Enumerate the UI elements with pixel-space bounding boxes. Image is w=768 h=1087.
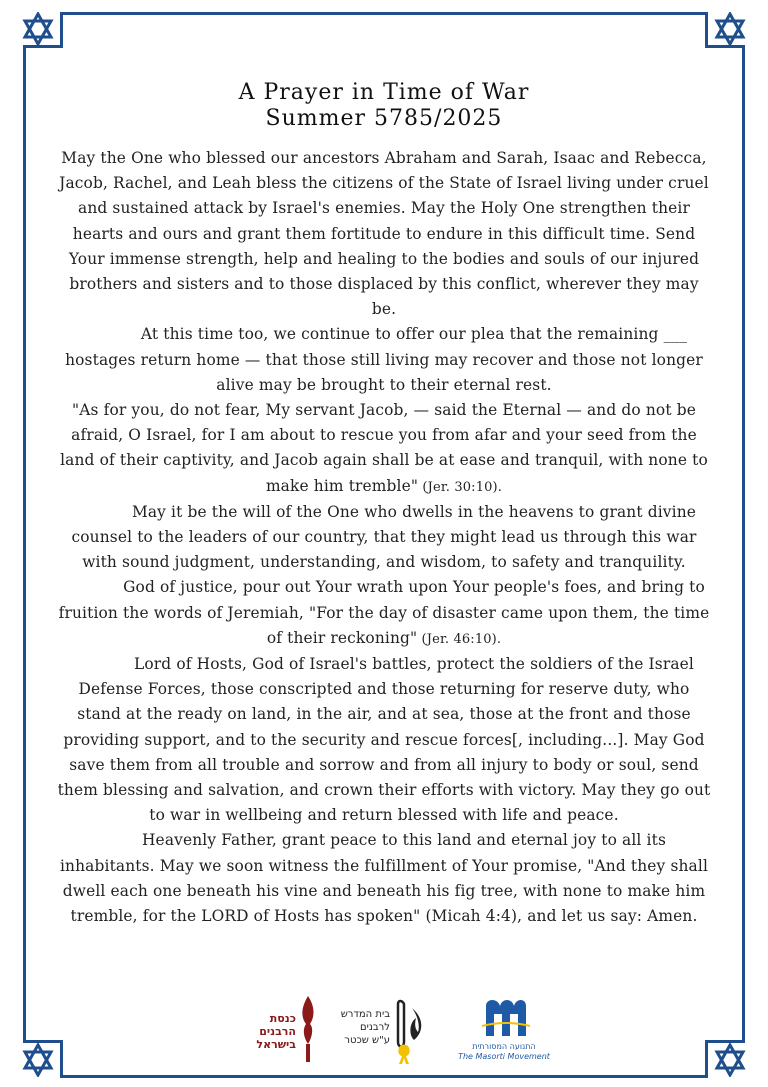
ra-line-1: כנסת <box>269 1012 296 1025</box>
frame-left-line <box>23 48 26 1040</box>
masorti-emblem-icon <box>482 996 530 1040</box>
schechter-logo <box>336 994 436 1066</box>
masorti-movement-logo <box>456 994 552 1066</box>
prayer-body <box>56 146 712 929</box>
schechter-emblem-icon <box>394 998 434 1066</box>
star-of-david-icon <box>21 12 55 46</box>
page-title <box>0 80 768 132</box>
masorti-hebrew-name: התנועה המסורתית <box>472 1042 536 1051</box>
ra-line-3: בישראל <box>256 1038 296 1051</box>
ra-line-2: הרבנים <box>259 1025 296 1038</box>
citation: (Jer. 46:10). <box>417 631 502 647</box>
paragraph-1: May the One who blessed our ancestors Abraham and Sarah, Isaac and Rebecca, Jacob, Rachel, and Leah bless the citizens of the State of Israel living under cruel and sustained attack by Israel's enemies. May the Holy One strengthen their hearts and ours and grant them fortitude to endure in this difficult time. Send Your immense strength, help and healing to the bodies and souls of our injured brothers and sisters and to those displaced by this conflict, wherever they may be. <box>59 149 709 319</box>
frame-corner-segment <box>60 12 63 48</box>
schechter-line-1: בית המדרש <box>340 1009 390 1020</box>
paragraph-7: Heavenly Father, grant peace to this land and eternal joy to all its inhabitants. May we soon witness the fulfillment of Your promise, "And they shall dwell each one beneath his vine and beneath his fig tree, with none to make him tremble, for the LORD of Hosts has spoken" (Micah 4:4), and let us say: Amen. <box>59 831 709 926</box>
frame-top-line <box>60 12 708 15</box>
paragraph-5: God of justice, pour out Your wrath upon Your people's foes, and bring to fruition the words of Jeremiah, "For the day of disaster came upon them, the time of their reckoning" (Jer. 46:10). <box>58 578 710 647</box>
frame-right-line <box>742 48 745 1040</box>
star-of-david-icon <box>713 12 747 46</box>
footer-logos <box>0 994 768 1070</box>
schechter-line-2: לרבנים <box>360 1022 390 1033</box>
frame-bottom-line <box>60 1075 708 1078</box>
paragraph-6: Lord of Hosts, God of Israel's battles, protect the soldiers of the Israel Defense Forces, those conscripted and those returning for reserve duty, who stand at the ready on land, in the air, and at sea, those at the front and those providing support, and to the security and rescue forces[, including...]. May God save them from all trouble and sorrow and from all injury to body or soul, send them blessing and salvation, and crown their efforts with victory. May they go out to war in wellbeing and return blessed with life and peace. <box>57 655 711 825</box>
rabbinical-assembly-logo <box>248 994 320 1066</box>
masorti-english-name: The Masorti Movement <box>458 1052 550 1061</box>
frame-corner-segment <box>705 12 708 48</box>
paragraph-2: At this time too, we continue to offer our plea that the remaining ___ hostages return home — that those still living may recover and those not longer alive may be brought to their eternal rest. <box>65 325 703 394</box>
title-line-1: A Prayer in Time of War <box>238 80 530 105</box>
schechter-line-3: ע"ש שכטר <box>344 1035 390 1046</box>
paragraph-4: May it be the will of the One who dwells in the heavens to grant divine counsel to the leaders of our country, that they might lead us through this war with sound judgment, understanding, and wisdom, to safety and tranquility. <box>71 502 697 572</box>
flame-icon <box>298 994 318 1064</box>
title-line-2: Summer 5785/2025 <box>265 106 503 131</box>
paragraph-3: "As for you, do not fear, My servant Jacob, — said the Eternal — and do not be afraid, O Israel, for I am about to rescue you from afar and your seed from the land of their captivity, and Jacob again shall be at ease and tranquil, with none to make him tremble" (Jer. 30:10). <box>60 401 708 495</box>
citation: (Jer. 30:10). <box>418 479 503 495</box>
